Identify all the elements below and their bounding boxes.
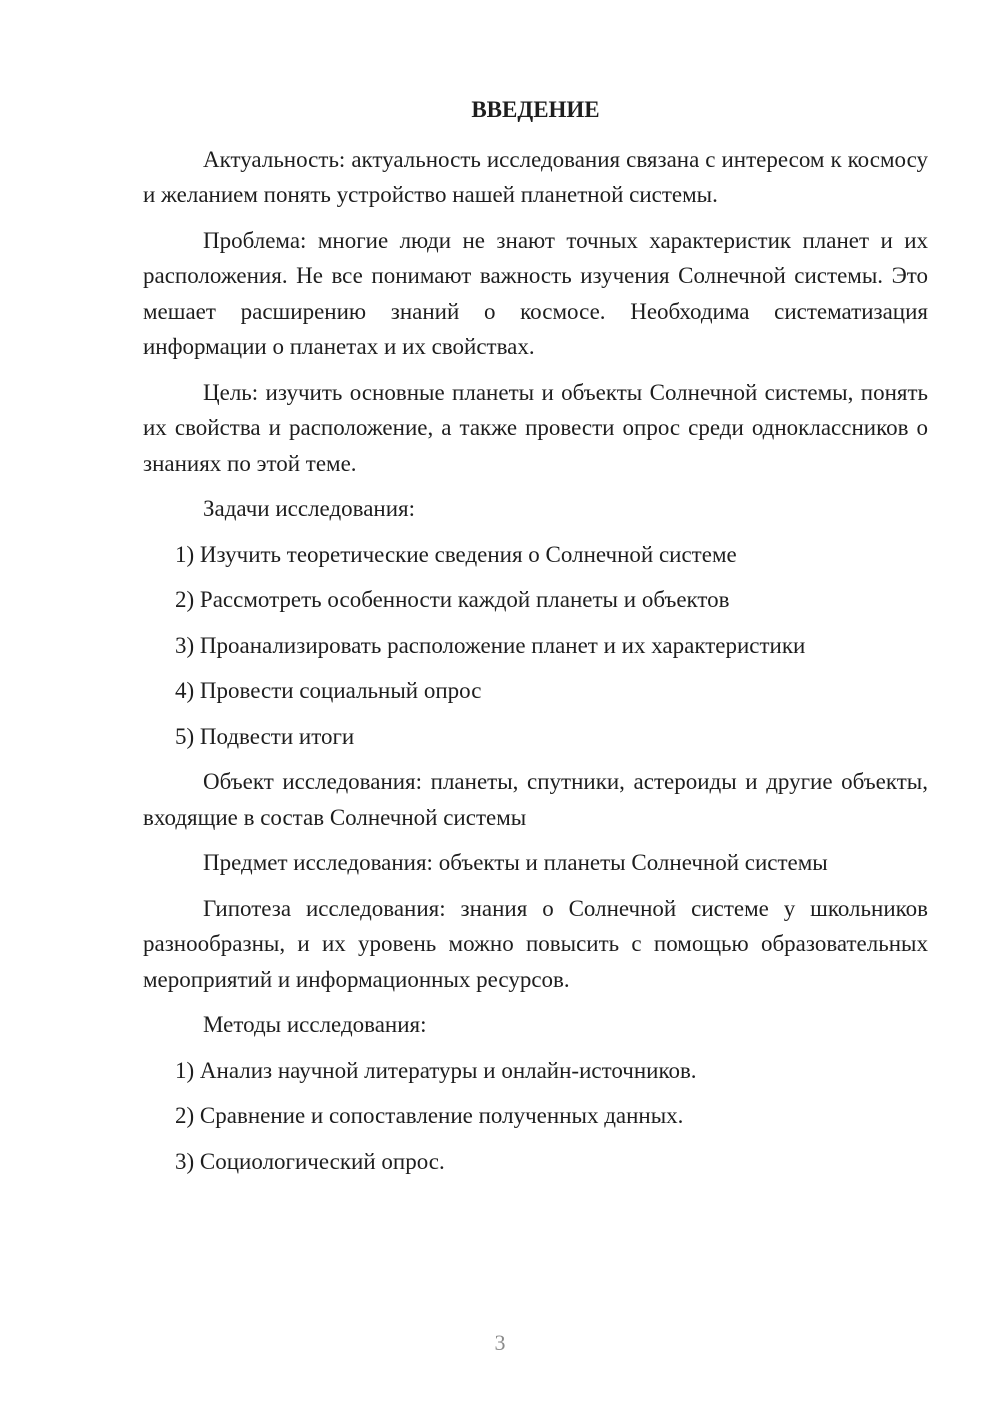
task-item: 1) Изучить теоретические сведения о Солнечной системе: [175, 541, 737, 567]
hypothesis-paragraph: Гипотеза исследования: знания о Солнечной системе у школьников разнообразны, и их уровень можно повысить с помощью образовательных мероприятий и информационных ресурсов.: [143, 895, 928, 992]
page-content: [143, 92, 928, 1189]
problem-paragraph: Проблема: многие люди не знают точных характеристик планет и их расположения. Не все понимают важность изучения Солнечной системы. Это мешает расширению знаний о космосе. Необходима систематизация информации о планетах и их свойствах.: [143, 227, 928, 359]
task-item: 4) Провести социальный опрос: [175, 678, 482, 703]
subject-paragraph: Предмет исследования: объекты и планеты Солнечной системы: [203, 850, 828, 875]
task-item: 2) Рассмотреть особенности каждой планеты и объектов: [175, 587, 730, 612]
method-item: 1) Анализ научной литературы и онлайн-источников.: [175, 1057, 697, 1083]
task-item: 3) Проанализировать расположение планет и их характеристики: [175, 632, 806, 658]
object-paragraph: Объект исследования: планеты, спутники, астероиды и другие объекты, входящие в состав Солнечной системы: [143, 769, 928, 830]
goal-paragraph: Цель: изучить основные планеты и объекты Солнечной системы, понять их свойства и расположение, а также провести опрос среди одноклассников о знаниях по этой теме.: [143, 379, 928, 476]
method-item: 2) Сравнение и сопоставление полученных данных.: [175, 1103, 684, 1128]
tasks-heading: Задачи исследования:: [203, 496, 416, 521]
relevance-paragraph: Актуальность: актуальность исследования связана с интересом к космосу и желанием понять устройство нашей планетной системы.: [143, 146, 928, 207]
page-title: ВВЕДЕНИЕ: [471, 97, 600, 122]
methods-heading: Методы исследования:: [203, 1012, 427, 1037]
task-item: 5) Подвести итоги: [175, 723, 355, 749]
method-item: 3) Социологический опрос.: [175, 1148, 445, 1174]
page-number: 3: [494, 1330, 506, 1355]
